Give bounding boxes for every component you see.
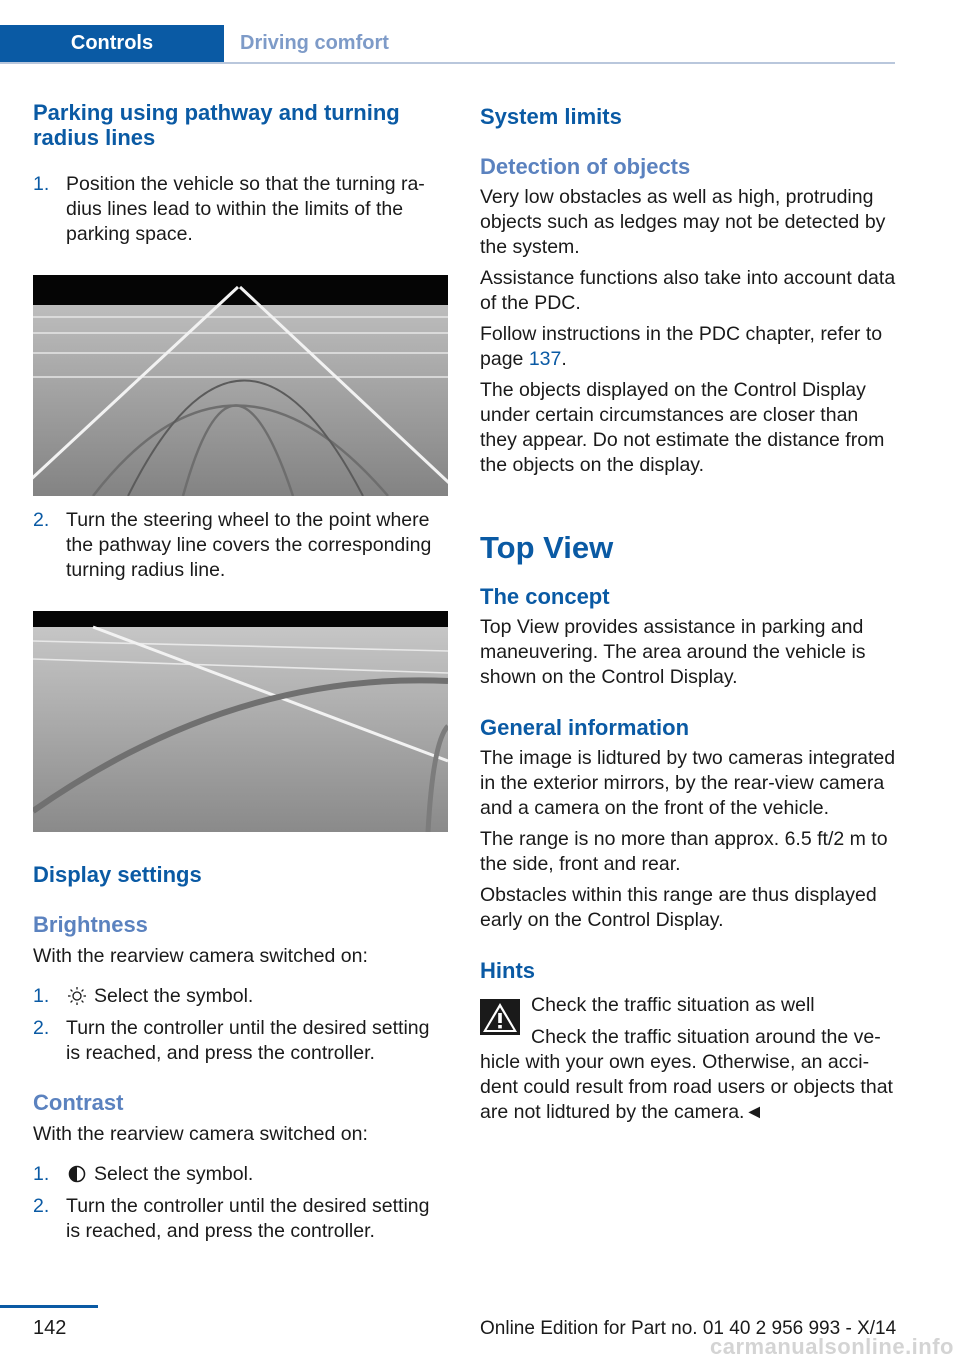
concept-paragraph: Top View provides assistance in parking and maneuvering. The area around the vehicle is shown on the Control Display. (480, 616, 866, 688)
contrast-icon (66, 1165, 88, 1183)
contrast-intro: With the rearview camera switched on: (33, 1123, 368, 1145)
heading-system-limits: System limits (480, 104, 622, 129)
page-reference-link[interactable]: 137 (528, 348, 562, 370)
warning-text: hicle with your own eyes. Otherwise, an acci‐dent could result from road users or objects that are not lidtured by the camera.◄ (480, 1051, 893, 1123)
step-number: 1. (33, 985, 50, 1007)
detection-paragraph: Very low obstacles as well as high, protruding objects such as ledges may not be detected by the system. (480, 186, 886, 258)
heading-general-information: General information (480, 715, 690, 740)
step-content (66, 1162, 448, 1187)
list-item (33, 984, 448, 1009)
warning-title: Check the traffic situation as well (531, 994, 815, 1016)
section-tab-controls: Controls (0, 25, 224, 62)
heading-display-settings: Display settings (33, 862, 202, 887)
heading-contrast: Contrast (33, 1090, 124, 1115)
list-item (33, 1162, 448, 1187)
heading-pathway-parking: Parking using pathway and turning radius lines (33, 100, 400, 150)
heading-hints: Hints (480, 958, 535, 983)
detection-paragraph: The objects displayed on the Control Display under certain circumstances are closer than they appear. Do not estimate the distance from the objects on the display. (480, 379, 885, 476)
detection-paragraph (480, 322, 898, 372)
step-number: 1. (33, 1163, 50, 1185)
step-number: 2. (33, 509, 50, 531)
detection-paragraph: Assistance functions also take into account data of the PDC. (480, 267, 896, 314)
brightness-icon (66, 987, 88, 1005)
brightness-intro: With the rearview camera switched on: (33, 945, 368, 967)
heading-brightness: Brightness (33, 912, 148, 937)
left-column (33, 100, 448, 1244)
step-number: 2. (33, 1017, 50, 1039)
step-text: Select the symbol. (94, 985, 254, 1007)
step-text: Turn the controller until the desired setting is reached, and press the controller. (66, 1017, 430, 1064)
edition-info: Online Edition for Part no. 01 40 2 956 993 - X/14 (480, 1318, 897, 1339)
watermark: carmanualsonline.info (710, 1334, 954, 1359)
heading-detection-of-objects: Detection of objects (480, 154, 691, 179)
general-paragraph: The range is no more than approx. 6.5 ft/2 m to the side, front and rear. (480, 828, 888, 875)
general-paragraph: Obstacles within this range are thus displayed early on the Control Display. (480, 884, 877, 931)
camera-image-pathway-lines (33, 275, 448, 496)
warning-triangle-icon (480, 999, 520, 1035)
general-paragraph: The image is lidtured by two cameras integrated in the exterior mirrors, by the rear‐view camera and a camera on the front of the vehicle. (480, 747, 896, 819)
step-content (66, 984, 448, 1009)
footer-rule (0, 1305, 98, 1308)
heading-the-concept: The concept (480, 584, 610, 609)
text: Follow instructions in the PDC chapter, refer to page (480, 323, 883, 370)
warning-note (480, 993, 898, 1125)
warning-text-line: Check the traffic situation around the ve‐ (531, 1026, 881, 1048)
list-item (33, 1016, 448, 1066)
step-text: Position the vehicle so that the turning ra‐dius lines lead to within the limits of the parking space. (66, 173, 425, 245)
section-tab-driving-comfort: Driving comfort (240, 32, 389, 54)
step-text: Turn the steering wheel to the point where the pathway line covers the corresponding turning radius line. (66, 509, 432, 581)
right-column (480, 100, 898, 1125)
heading-top-view: Top View (480, 530, 614, 565)
page-header (0, 25, 895, 64)
list-item (33, 508, 448, 583)
step-text: Turn the controller until the desired setting is reached, and press the controller. (66, 1195, 430, 1242)
camera-image-turning-radius (33, 611, 448, 832)
step-text: Select the symbol. (94, 1163, 254, 1185)
step-number: 1. (33, 173, 50, 195)
text: . (561, 348, 567, 370)
list-item (33, 1194, 448, 1244)
step-number: 2. (33, 1195, 50, 1217)
page-number: 142 (33, 1317, 67, 1339)
list-item (33, 172, 448, 247)
